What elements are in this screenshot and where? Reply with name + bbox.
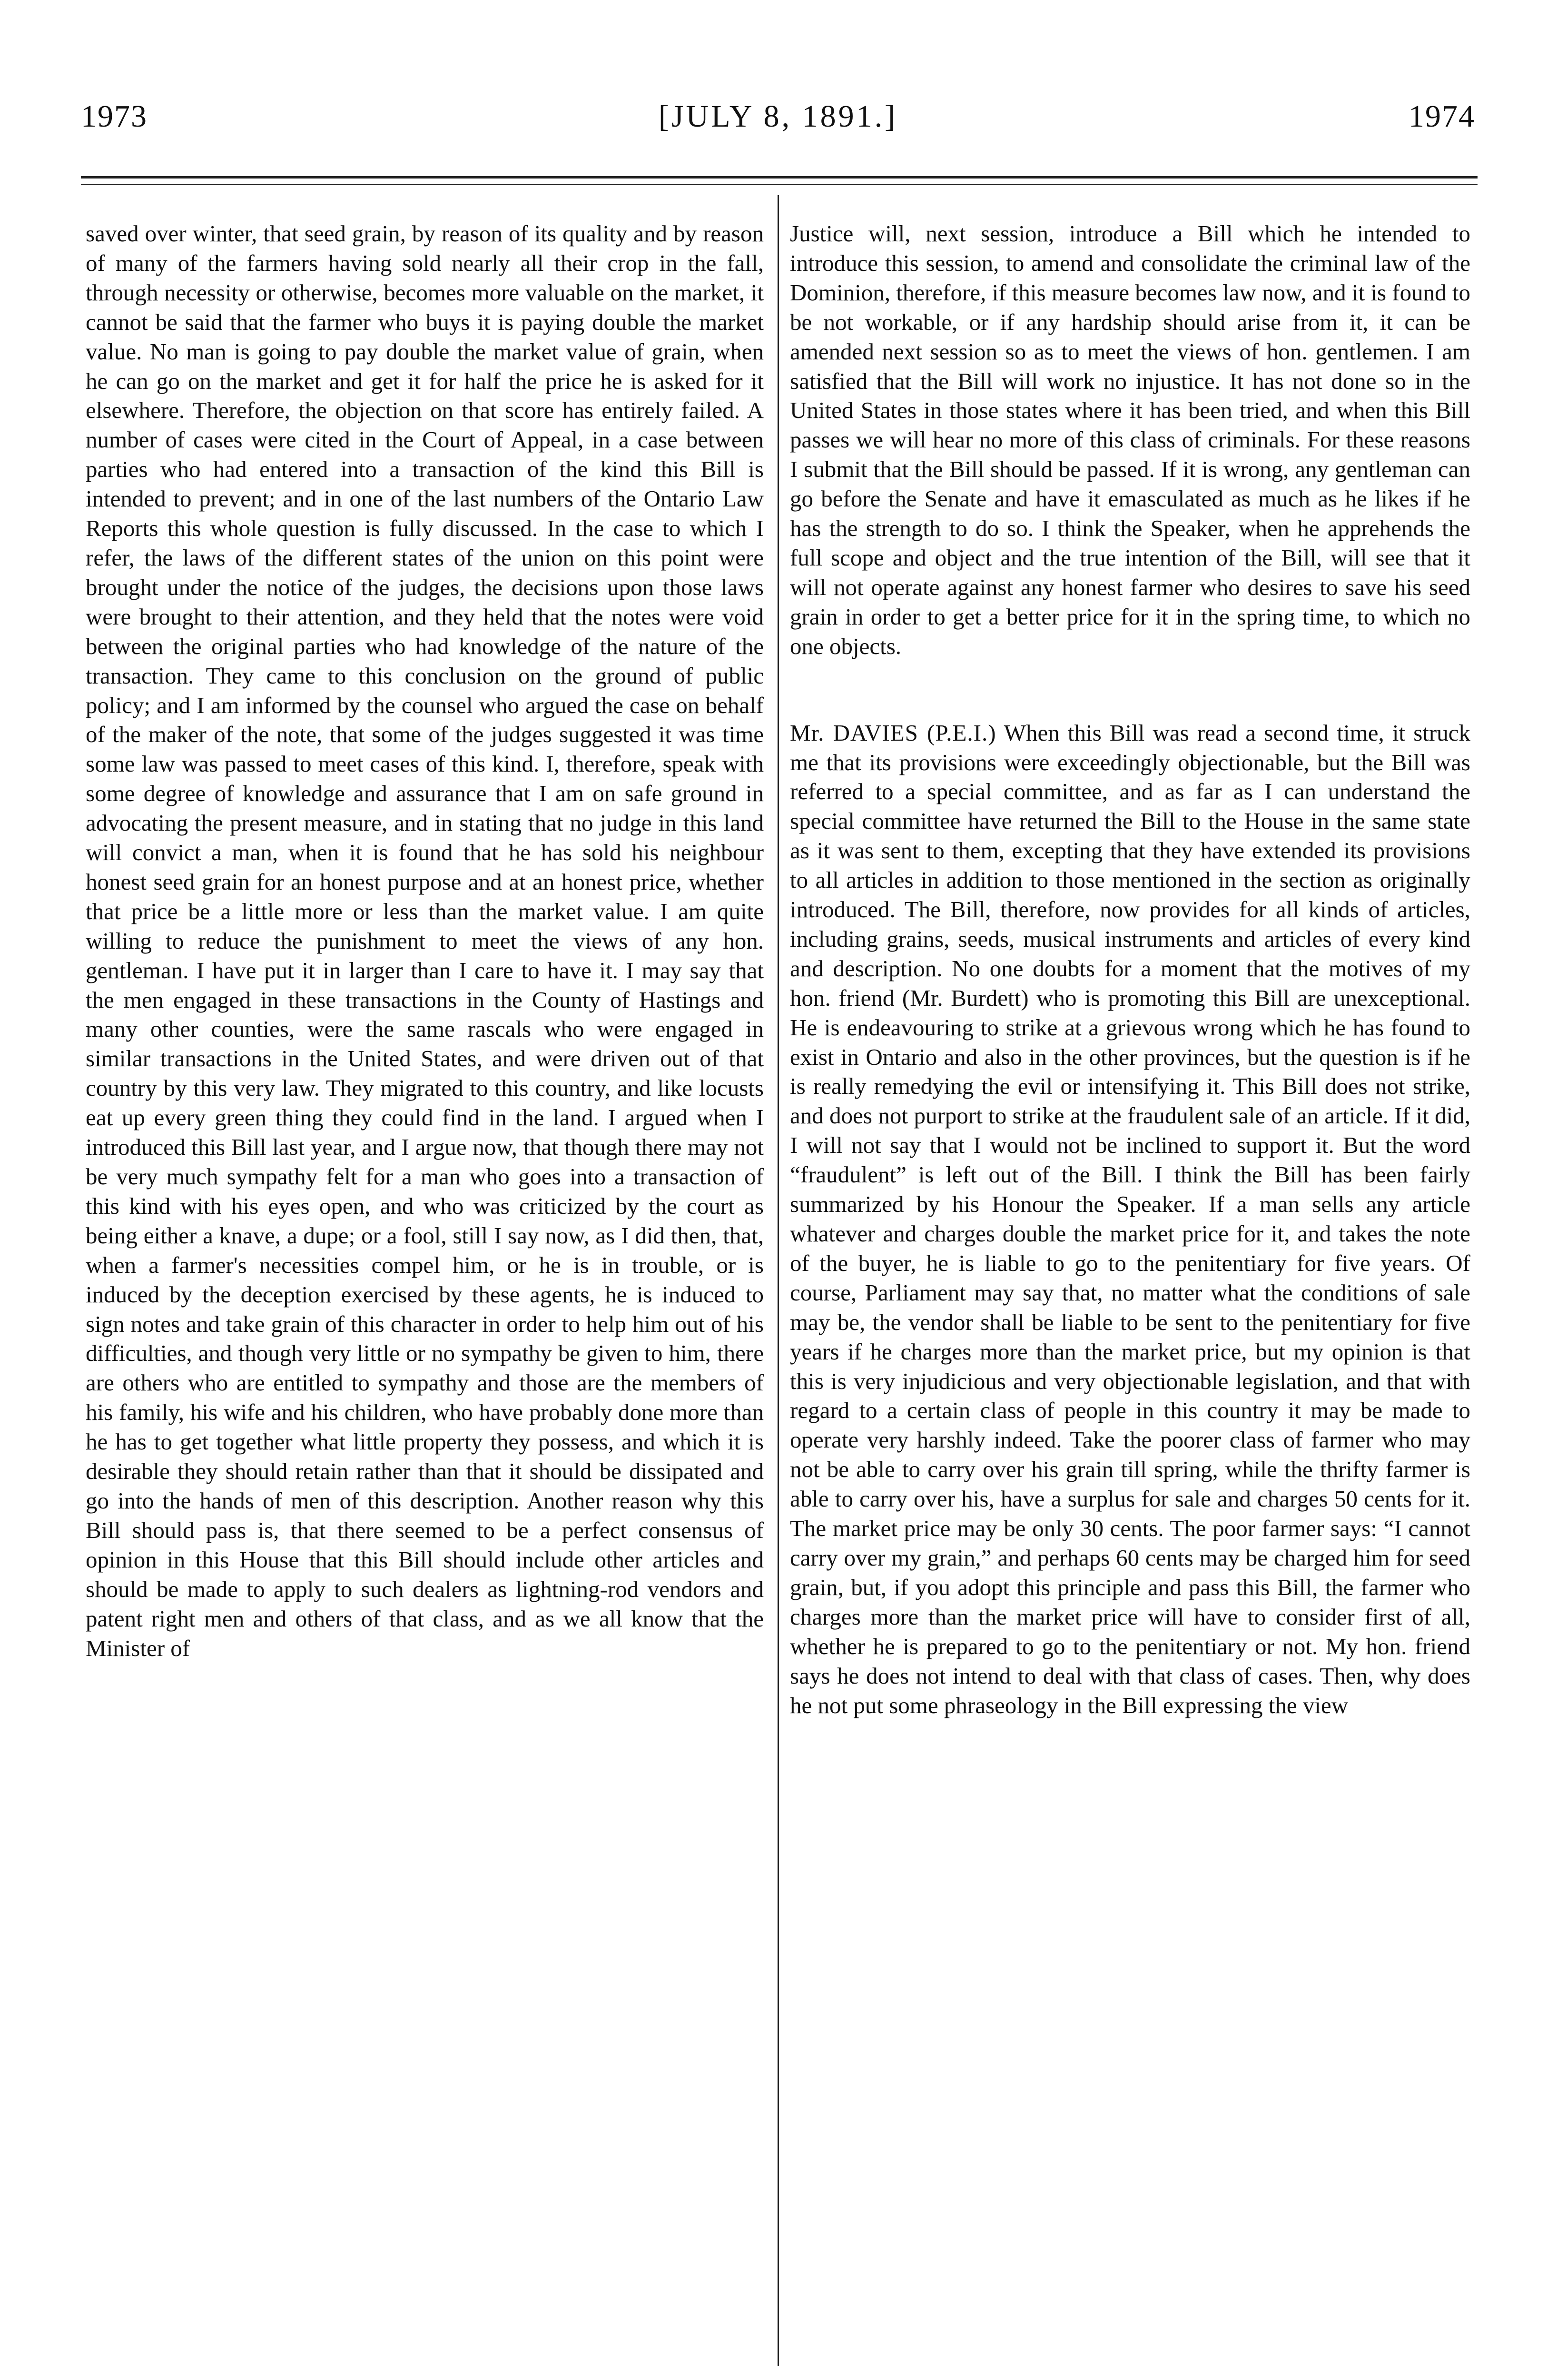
page-header — [81, 95, 1475, 138]
right-column — [790, 219, 1470, 1720]
paragraph: Justice will, next session, introduce a Bill which he intended to introduce this session, to amend and consolidate the criminal law of the Dominion, therefore, if this measure becomes law now, and it is found to be not workable, or if any hardship should arise from it, it can be amended next session so as to meet the views of hon. gentlemen. I am satisfied that the Bill will work no injustice. It has not done so in the United States in those states where it has been tried, and when this Bill passes we will hear no more of this class of criminals. For these reasons I submit that the Bill should be passed. If it is wrong, any gentleman can go before the Senate and have it emasculated as much as he likes if he has the strength to do so. I think the Speaker, when he apprehends the full scope and object and the true intention of the Bill, will see that it will not operate against any honest farmer who desires to save his seed grain in order to get a better price for it in the spring time, to which no one objects. — [790, 220, 1470, 659]
header-rule-thick — [81, 176, 1478, 178]
speaker-name: Mr. DAVIES (P.E.I.) — [790, 719, 996, 746]
column-divider — [778, 195, 779, 2366]
left-column — [86, 219, 764, 1663]
speech-paragraph — [790, 718, 1470, 1720]
page-number-left: 1973 — [81, 99, 148, 134]
page-number-right: 1974 — [1409, 99, 1475, 134]
issue-date: [JULY 8, 1891.] — [658, 99, 898, 134]
header-rule-thin — [81, 184, 1478, 185]
paragraph: saved over winter, that seed grain, by reason of its quality and by reason of many of the farmers having sold nearly all their crop in the fall, through necessity or otherwise, becomes more valuable on the market, it cannot be said that the farmer who buys it is paying double the market value. No man is going to pay double the market value of grain, when he can go on the market and get it for half the price he is asked for it elsewhere. Therefore, the objection on that score has entirely failed. A number of cases were cited in the Court of Appeal, in a case between parties who had entered into a transaction of the kind this Bill is intended to prevent; and in one of the last numbers of the Ontario Law Reports this whole question is fully discussed. In the case to which I refer, the laws of the different states of the union on this point were brought under the notice of the judges, the decisions upon those laws were brought to their attention, and they held that the notes were void between the original parties who had knowledge of the nature of the transaction. They came to this conclusion on the ground of public policy; and I am informed by the counsel who argued the case on behalf of the maker of the note, that some of the judges suggested it was time some law was passed to meet cases of this kind. I, therefore, speak with some degree of knowledge and assurance that I am on safe ground in advocating the present measure, and in stating that no judge in this land will convict a man, when it is found that he has sold his neighbour honest seed grain for an honest purpose and at an honest price, whether that price be a little more or less than the market value. I am quite willing to reduce the punishment to meet the views of any hon. gentleman. I have put it in larger than I care to have it. I may say that the men engaged in these transactions in the County of Hastings and many other counties, were the same rascals who were engaged in similar transactions in the United States, and were driven out of that country by this very law. They migrated to this country, and like locusts eat up every green thing they could find in the land. I argued when I introduced this Bill last year, and I argue now, that though there may not be very much sympathy felt for a man who goes into a transaction of this kind with his eyes open, and who was criticized by the court as being either a knave, a dupe; or a fool, still I say now, as I did then, that, when a farmer's necessities compel him, or he is in trouble, or is induced by the deception exercised by these agents, he is induced to sign notes and take grain of this character in order to help him out of his difficulties, and though very little or no sympathy be given to him, there are others who are entitled to sympathy and those are the members of his family, his wife and his children, who have probably done more than he has to get together what little property they possess, and which it is desirable they should retain rather than that it should be dissipated and go into the hands of men of this description. Another reason why this Bill should pass is, that there seemed to be a perfect consensus of opinion in this House that this Bill should include other articles and should be made to apply to such dealers as lightning-rod vendors and patent right men and others of that class, and as we all know that the Minister of — [86, 220, 764, 1661]
speech-text: When this Bill was read a second time, it struck me that its provisions were exceedingly objectionable, but the Bill was referred to a special committee, and as far as I can understand the special committee have returned the Bill to the House in the same state as it was sent to them, excepting that they have extended its provisions to all articles in addition to those mentioned in the section as originally introduced. The Bill, therefore, now provides for all kinds of articles, including grains, seeds, musical instruments and articles of every kind and description. No one doubts for a moment that the motives of my hon. friend (Mr. Burdett) who is promoting this Bill are unexceptional. He is endeavouring to strike at a grievous wrong which he has found to exist in Ontario and also in the other provinces, but the question is if he is really remedying the evil or intensifying it. This Bill does not strike, and does not purport to strike at the fraudulent sale of an article. If it did, I will not say that I would not be inclined to support it. But the word “fraudulent” is left out of the Bill. I think the Bill has been fairly summarized by his Honour the Speaker. If a man sells any article whatever and charges double the market price for it, and takes the note of the buyer, he is liable to go to the penitentiary for five years. Of course, Parliament may say that, no matter what the conditions of sale may be, the vendor shall be liable to be sent to the penitentiary for five years if he charges more than the market price, but my opinion is that this is very injudicious and very objectionable legislation, and that with regard to a certain class of people in this country it may be made to operate very harshly indeed. Take the poorer class of farmer who may not be able to carry over his grain till spring, while the thrifty farmer is able to carry over his, have a surplus for sale and charges 50 cents for it. The market price may be only 30 cents. The poor farmer says: “I cannot carry over my grain,” and perhaps 60 cents may be charged him for seed grain, but, if you adopt this principle and pass this Bill, the farmer who charges more than the market price will have to consider first of all, whether he is prepared to go to the penitentiary or not. My hon. friend says he does not intend to deal with that class of cases. Then, why does he not put some phraseology in the Bill expressing the view — [790, 719, 1471, 1718]
